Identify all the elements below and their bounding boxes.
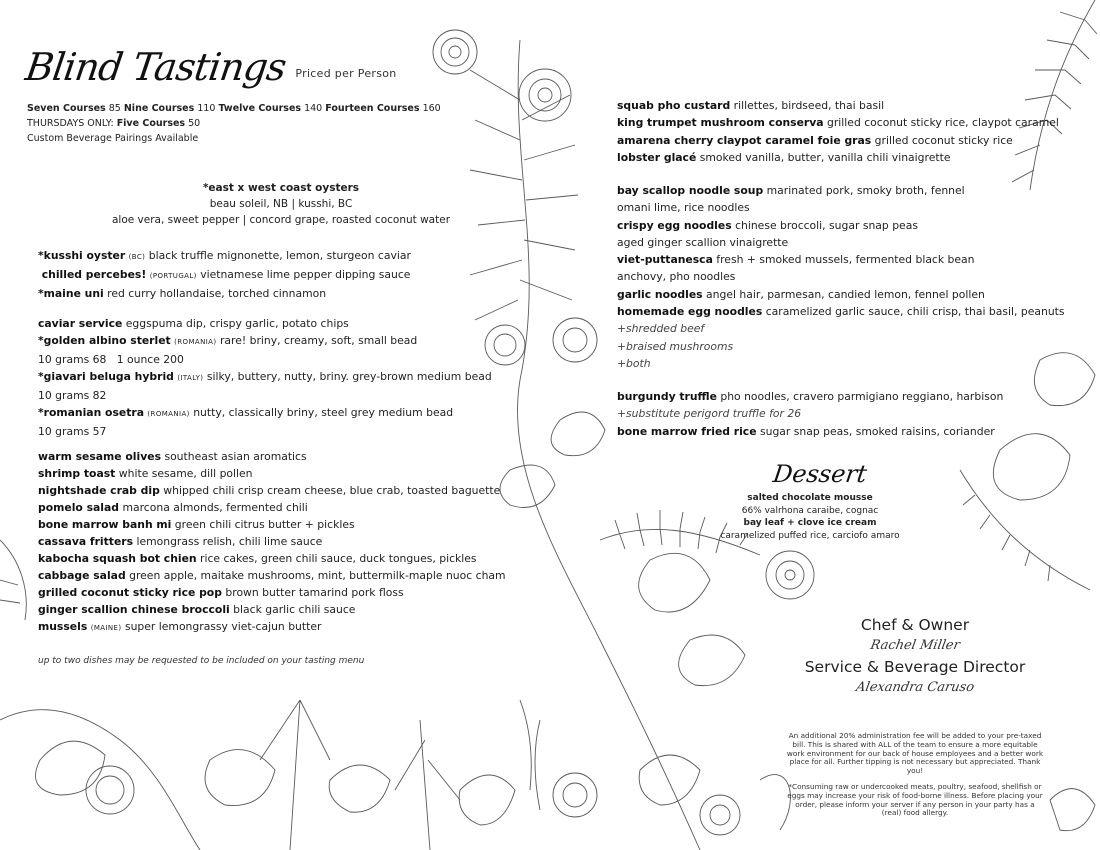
item-price: 10 grams 82	[38, 389, 107, 402]
item-desc: angel hair, parmesan, candied lemon, fennel pollen	[706, 287, 985, 301]
item-name: bone marrow banh mi	[38, 518, 172, 531]
menu-item	[38, 404, 492, 423]
menu-title: Blind Tastings	[22, 45, 289, 89]
menu-item	[617, 286, 1065, 303]
item-name: *golden albino sterlet	[38, 334, 171, 347]
dessert-desc: caramelized puffed rice, carciofo amaro	[720, 530, 900, 541]
item-desc: vietnamese lime pepper dipping sauce	[200, 268, 411, 281]
item-name: crispy egg noodles	[617, 218, 732, 232]
dessert-heading: Dessert	[771, 460, 869, 488]
menu-item	[38, 247, 411, 266]
menu-item	[38, 448, 506, 465]
pricing-thursday	[27, 116, 441, 131]
item-desc: fresh + smoked mussels, fermented black bean	[716, 253, 975, 267]
pricing-label: Twelve Courses	[218, 103, 302, 114]
item-desc: southeast asian aromatics	[164, 450, 307, 463]
item-desc: whipped chili crisp cream cheese, blue crab, toasted baguette	[163, 484, 501, 497]
item-name: *maine uni	[38, 287, 104, 300]
menu-item	[38, 567, 506, 584]
menu-item	[38, 499, 506, 516]
item-name: squab pho custard	[617, 99, 731, 112]
item-name: viet-puttanesca	[617, 253, 713, 267]
staff-role: Service & Beverage Director	[804, 658, 1026, 676]
menu-item	[617, 388, 1003, 405]
menu-item	[617, 182, 1065, 199]
item-name: lobster glacé	[617, 150, 697, 164]
truffle-section	[617, 388, 1003, 440]
item-name: garlic noodles	[617, 287, 703, 301]
dessert-item: bay leaf + clove ice cream	[743, 518, 877, 528]
menu-item	[38, 465, 506, 482]
tasting-note: up to two dishes may be requested to be included on your tasting menu	[38, 656, 365, 666]
staff-credits	[770, 614, 1060, 698]
menu-item	[617, 217, 1065, 234]
addon-item: +braised mushrooms	[617, 339, 734, 353]
addon-item: +shredded beef	[617, 322, 705, 336]
item-name: *giavari beluga hybrid	[38, 370, 174, 383]
oysters-section	[106, 180, 456, 228]
item-name: shrimp toast	[38, 467, 116, 480]
item-desc: black garlic chili sauce	[233, 603, 356, 616]
staff-signature: Alexandra Caruso	[854, 680, 976, 695]
menu-item	[38, 315, 492, 332]
item-desc: green apple, maitake mushrooms, mint, buttermilk-maple nuoc cham	[129, 569, 506, 582]
item-origin: (ROMANIA)	[147, 410, 190, 418]
title-row	[22, 44, 397, 90]
menu-item	[38, 332, 492, 351]
menu-item	[38, 601, 506, 618]
item-desc: super lemongrassy viet-cajun butter	[124, 620, 322, 633]
item-name: ginger scallion chinese broccoli	[38, 603, 230, 616]
small-plates-section	[38, 448, 506, 637]
menu-subtitle: Priced per Person	[295, 67, 397, 80]
item-name: burgundy truffle	[617, 390, 717, 403]
item-desc: chinese broccoli, sugar snap peas	[735, 218, 918, 232]
menu-item	[38, 482, 506, 499]
noodles-section	[617, 182, 1065, 372]
item-name: bone marrow fried rice	[617, 424, 757, 438]
item-desc: rillettes, birdseed, thai basil	[733, 99, 885, 112]
menu-item	[38, 584, 506, 601]
truffle-substitute: +substitute perigord truffle for 26	[617, 407, 802, 421]
item-name: caviar service	[38, 317, 123, 330]
addon-item: +both	[617, 356, 651, 370]
item-origin: (MAINE)	[90, 624, 122, 632]
menu-item	[617, 97, 1059, 114]
oysters-title: *east x west coast oysters	[202, 182, 360, 194]
item-desc: caramelized garlic sauce, chili crisp, thai basil, peanuts	[765, 305, 1065, 319]
item-price: 10 grams 57	[38, 425, 107, 438]
thursday-price: 50	[188, 118, 201, 129]
item-name: chilled percebes!	[38, 268, 147, 281]
thursday-label: Five Courses	[116, 118, 186, 129]
pricing-value: 85	[108, 103, 121, 114]
pricing-value: 140	[304, 103, 323, 114]
item-name: warm sesame olives	[38, 450, 161, 463]
pricing-value: 160	[422, 103, 441, 114]
dessert-desc: 66% valrhona caraibe, cognac	[741, 505, 879, 516]
menu-item	[38, 618, 506, 637]
item-desc: grilled coconut sticky rice, claypot caramel	[827, 116, 1059, 130]
item-price: 10 grams 68 1 ounce 200	[38, 353, 184, 366]
pricing-label: Seven Courses	[27, 103, 106, 114]
thursday-prefix: THURSDAYS ONLY:	[27, 118, 114, 129]
menu-item	[617, 423, 1003, 440]
item-origin: (BC)	[128, 253, 146, 261]
menu-item	[38, 550, 506, 567]
item-desc: nutty, classically briny, steel grey medium bead	[193, 406, 454, 419]
pricing-pairings: Custom Beverage Pairings Available	[27, 133, 199, 144]
menu-item	[617, 114, 1059, 131]
menu-item	[617, 149, 1059, 166]
item-name: amarena cherry claypot caramel foie gras	[617, 133, 872, 147]
item-origin: (PORTUGAL)	[149, 272, 197, 280]
oysters-line: beau soleil, NB | kusshi, BC	[209, 198, 353, 210]
item-origin: (ROMANIA)	[174, 338, 217, 346]
item-name: cassava fritters	[38, 535, 134, 548]
item-desc: marinated pork, smoky broth, fennel	[766, 184, 965, 197]
menu-item	[38, 533, 506, 550]
item-desc: grilled coconut sticky rice	[874, 133, 1013, 147]
item-desc: sugar snap peas, smoked raisins, coriander	[759, 424, 995, 438]
raw-bar-section	[38, 247, 411, 302]
item-name: pomelo salad	[38, 501, 120, 514]
item-desc: brown butter tamarind pork floss	[225, 586, 404, 599]
item-desc: white sesame, dill pollen	[118, 467, 253, 480]
dessert-section	[710, 460, 910, 542]
pricing-label: Nine Courses	[123, 103, 195, 114]
item-desc: black truffle mignonette, lemon, sturgeon caviar	[148, 249, 411, 262]
item-desc-cont: aged ginger scallion vinaigrette	[617, 235, 789, 249]
item-desc: eggspuma dip, crispy garlic, potato chips	[125, 317, 349, 330]
caviar-section	[38, 315, 492, 440]
menu-item	[617, 303, 1065, 320]
menu-item	[617, 251, 1065, 268]
pricing-label: Fourteen Courses	[325, 103, 420, 114]
pricing-options	[27, 101, 441, 116]
fine-print	[786, 732, 1044, 818]
item-name: *kusshi oyster	[38, 249, 126, 262]
item-desc: pho noodles, cravero parmigiano reggiano, harbison	[720, 390, 1004, 403]
menu-item	[38, 266, 411, 285]
item-name: grilled coconut sticky rice pop	[38, 586, 222, 599]
item-desc: rare! briny, creamy, soft, small bead	[219, 334, 418, 347]
menu-item	[617, 132, 1059, 149]
item-name: bay scallop noodle soup	[617, 184, 764, 197]
pricing-value: 110	[197, 103, 216, 114]
item-name: nightshade crab dip	[38, 484, 160, 497]
item-name: cabbage salad	[38, 569, 126, 582]
item-desc: silky, buttery, nutty, briny. grey-brown medium bead	[206, 370, 492, 383]
item-name: kabocha squash bot chien	[38, 552, 197, 565]
pricing-block	[27, 101, 441, 146]
dessert-item: salted chocolate mousse	[747, 493, 873, 503]
item-desc: red curry hollandaise, torched cinnamon	[107, 287, 327, 300]
item-desc: green chili citrus butter + pickles	[174, 518, 355, 531]
item-name: king trumpet mushroom conserva	[617, 116, 824, 130]
item-desc: marcona almonds, fermented chili	[122, 501, 308, 514]
oysters-line: aloe vera, sweet pepper | concord grape, roasted coconut water	[111, 214, 451, 226]
item-name: *romanian osetra	[38, 406, 144, 419]
menu-item	[38, 516, 506, 533]
item-desc-cont: omani lime, rice noodles	[617, 201, 750, 215]
item-desc-cont: anchovy, pho noodles	[617, 270, 736, 284]
item-desc: rice cakes, green chili sauce, duck tongues, pickles	[200, 552, 477, 565]
menu-item	[38, 285, 411, 302]
item-desc: lemongrass relish, chili lime sauce	[136, 535, 323, 548]
item-name: homemade egg noodles	[617, 305, 763, 319]
fee-notice: An additional 20% administration fee will be added to your pre-taxed bill. This is shared with ALL of the team to ensure a more equitable work environment for our back of house employees and a better work place for all. Further tipping is not necessary but appreciated. Thank you!	[786, 731, 1044, 776]
menu-item	[38, 368, 492, 387]
item-origin: (ITALY)	[177, 374, 204, 382]
item-name: mussels	[38, 620, 88, 633]
item-desc: smoked vanilla, butter, vanilla chili vinaigrette	[699, 150, 951, 164]
staff-role: Chef & Owner	[860, 616, 970, 634]
right-top-section	[617, 97, 1059, 166]
staff-signature: Rachel Miller	[869, 638, 961, 653]
allergy-warning: *Consuming raw or undercooked meats, poultry, seafood, shellfish or eggs may increase your risk of food-borne illness. Before placing your order, please inform your server if any person in your party has a (real) food allergy.	[787, 781, 1043, 818]
